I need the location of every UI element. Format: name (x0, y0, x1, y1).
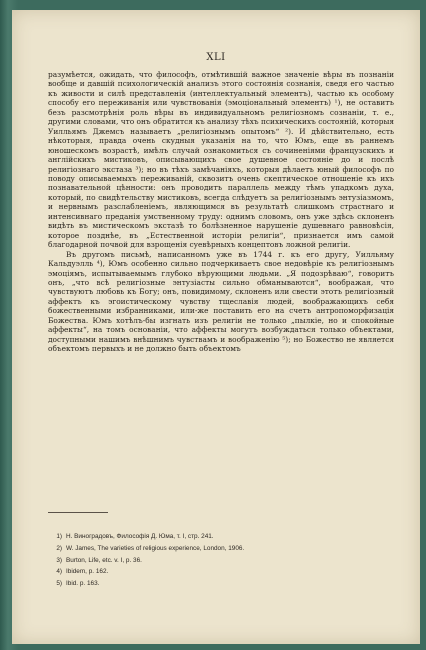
footnote-number: 3) (56, 556, 62, 564)
paragraph-2: Въ другомъ письмѣ, написанномъ уже въ 1744 г. къ его другу, Уилльяму Кальдуэлль ⁴), Юмъ особенно сильно подчеркиваетъ свое недовѣріе къ религіознымъ эмоціямъ, испытываемымъ глубоко вѣрующими людьми. „Я подозрѣваю“, говоритъ онъ, „что всѣ религіозные энтузіасты сильно обманываются“, воображая, что чувствуютъ любовь къ Богу; онъ, повидимому, склоненъ или свести этотъ религіозный аффектъ къ эгоистическому чувству тщеславія людей, воображающихъ себя божественными избранниками, или-же поставить его на счетъ антропоморфизація Божества. Юмъ хотѣлъ-бы изгнать изъ религіи не только „пылкіе, но и спокойные аффекты“, на томъ основаніи, что аффекты могутъ возбуждаться только объектами, доступными нашимъ внѣшнимъ чувствамъ и воображенію ⁵); но Божество не является объектомъ первыхъ и не должно быть объектомъ (48, 249, 394, 354)
footnote-item (48, 531, 394, 543)
footnote-number: 1) (56, 533, 62, 540)
page-number: XLI (206, 52, 226, 63)
footnote-number: 4) (56, 568, 62, 576)
footnote-text: Ibidem, p. 162. (66, 568, 109, 576)
footnote-text: Ibid. p. 163. (66, 580, 100, 588)
paragraph-1: разумѣется, ожидать, что философъ, отмѣтившій важное значеніе вѣры въ познаніи вообще и давшій психологическій анализъ этого состоянія сознанія, сведя его частью къ живости и силѣ представленія (интеллектуальный элементъ), частью къ особому способу его переживанія или чувствованія (эмоціональный элементъ) ¹), не оставитъ безъ разсмотрѣнія роль вѣры въ индивидуальномъ религіозномъ сознаніи, т. е., другими словами, что онъ обратится къ анализу тѣхъ психическихъ состояній, которыя Уилльямъ Джемсъ называетъ „религіознымъ опытомъ“ ²). И дѣйствительно, есть нѣкоторыя, правда очень скудныя указанія на то, что Юмъ, еще въ раннемъ юношескомъ возрастѣ, имѣлъ случай ознакомиться съ сочиненіями французскихъ и англійскихъ мистиковъ, описывающихъ свое душевное состояніе до и послѣ религіознаго экстаза ³); но въ тѣхъ замѣчаніяхъ, которыя дѣлаетъ юный философъ по поводу описываемыхъ переживаній, сквозитъ очень скептическое отношеніе къ ихъ познавательной цѣнности: онъ проводитъ параллель между тѣмъ упадкомъ духа, который, по свидѣтельству мистиковъ, всегда слѣдуетъ за религіознымъ энтузіазмомъ, и нервнымъ разслабленіемъ, являющимся въ результатѣ слишкомъ страстнаго и интенсивнаго преданія умственному труду: однимъ словомъ, онъ уже здѣсь склоненъ видѣть въ мистическомъ экстазѣ то болѣзненное нарушеніе душевнаго равновѣсія, которое позднѣе, въ „Естественной исторіи религіи“, признается имъ самой благодарной почвой для взрощенія суевѣрныхъ концептовъ ложной религіи. (48, 70, 394, 250)
main-text (48, 70, 394, 354)
footnote-text: Burton, Life, etc. v. I, p. 36. (66, 556, 142, 564)
footnote-number: 5) (56, 580, 62, 588)
footnote-number: 2) (56, 544, 62, 552)
footnote-text: Н. Виноградовъ, Философія Д. Юма, т. I, стр. 241. (66, 533, 214, 540)
footnote-item (48, 555, 394, 567)
footnote-divider (48, 512, 108, 513)
footnote-text: W. James, The varieties of religious experience, London, 1906. (66, 544, 245, 552)
footnote-item (48, 578, 394, 590)
book-page (12, 10, 420, 644)
footnote-item (48, 543, 394, 555)
footnotes (48, 531, 394, 590)
footnote-item (48, 566, 394, 578)
